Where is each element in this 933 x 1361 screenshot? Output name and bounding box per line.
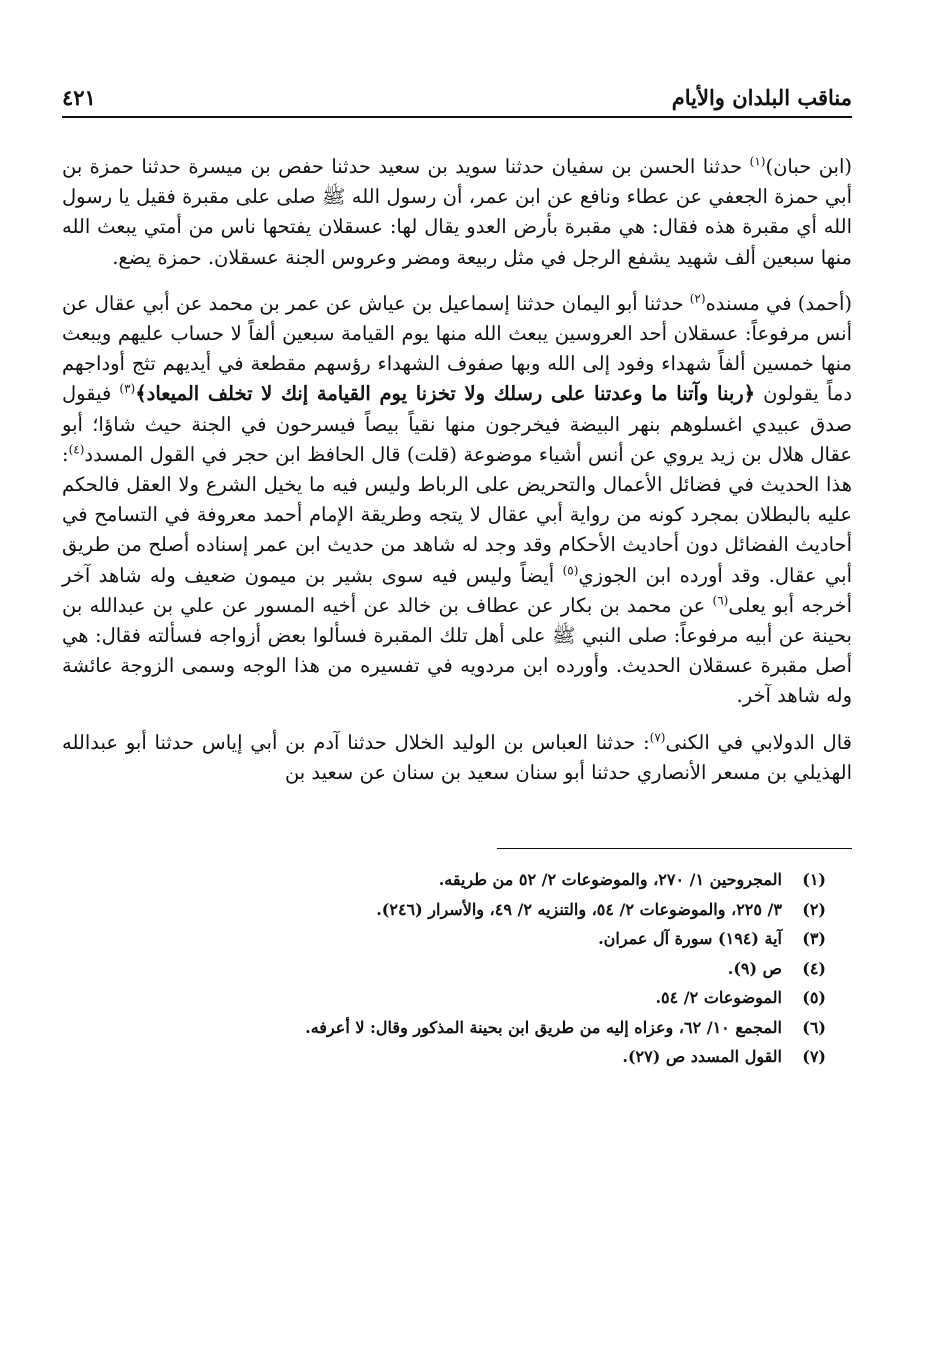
text-segment: حدثنا أبو اليمان حدثنا إسماعيل بن عياش عن عمر بن محمد عن أبي عقال عن أنس مرفوعاً: عسقلان أحد العروسين يبعث الله منها يوم القيامة سبعين ألفاً لا حساب عليهم ويبعث منها خمسين ألفاً شهداء وفود إلى الله وبها صفوف الشهداء رؤسهم مقطعة في أيديهم تثج أوداجهم دماً يقولون — [62, 291, 852, 406]
running-title: مناقب البلدان والأيام — [671, 85, 852, 110]
quran-quote: ﴿ربنا وآتنا ما وعدتنا على رسلك ولا تخزنا يوم القيامة إنك لا تخلف الميعاد﴾ — [135, 382, 756, 406]
footnote-text: الموضوعات ٢/ ٥٤. — [655, 988, 782, 1008]
footnote-number: (١) — [802, 870, 826, 890]
footnote-ref: (٧) — [649, 730, 666, 745]
footnote-number: (٢) — [802, 899, 826, 919]
text-segment: : حدثنا العباس بن الوليد الخلال حدثنا آدم بن أبي إياس حدثنا أبو عبدالله الهذيلي بن مسعر الأنصاري حدثنا أبو سنان سعيد بن سنان عن سعيد بن — [62, 730, 852, 784]
footnote-text: المجمع ١٠/ ٦٢، وعزاه إليه من طريق ابن بحينة المذكور وقال: لا أعرفه. — [305, 1017, 782, 1037]
paragraph — [62, 152, 852, 273]
footnote-text: المجروحين ١/ ٢٧٠، والموضوعات ٢/ ٥٢ من طريقه. — [438, 870, 782, 890]
running-header — [62, 70, 852, 110]
footnote-text: القول المسدد ص (٢٧). — [622, 1047, 782, 1067]
page-number: ٤٢١ — [62, 85, 96, 110]
footnote-number: (٦) — [802, 1017, 826, 1037]
footnote-text: ص (٩). — [727, 958, 782, 978]
footnote-ref: (٤) — [68, 442, 85, 457]
footnote-ref: (١) — [749, 154, 766, 169]
text-segment: (ابن حبان) — [765, 155, 852, 178]
text-segment: قال الدولابي في الكنى — [665, 730, 852, 754]
footnote-separator — [497, 848, 852, 849]
footnote-item — [62, 954, 826, 984]
footnote-item — [62, 983, 826, 1013]
footnote-number: (٤) — [802, 958, 826, 978]
footnotes — [62, 865, 852, 1072]
footnote-number: (٣) — [802, 929, 826, 949]
footnote-item — [62, 865, 826, 895]
text-segment: (أحمد) في مسنده — [705, 291, 852, 315]
footnote-item — [62, 924, 826, 954]
footnote-text: آية (١٩٤) سورة آل عمران. — [598, 929, 782, 949]
footnote-number: (٧) — [802, 1047, 826, 1067]
text-segment: فيقول صدق عبيدي اغسلوهم بنهر البيضة فيخرجون منها نقياً بيصاً فيسرحون في الجنة حيث شاؤا؛ أبو عقال هلال بن زيد يروي عن أنس أشياء موضوعة (قلت) قال الحافظ ابن حجر في القول المسدد — [62, 382, 852, 466]
text-segment: حدثنا الحسن بن سفيان حدثنا سويد بن سعيد حدثنا حفص بن ميسرة حدثنا حمزة بن أبي حمزة الجعفي عن عطاء ونافع عن ابن عمر، أن رسول الله ﷺ صلى على مقبرة فقيل يا رسول الله أي مقبرة هذه فقال: هي مقبرة بأرض العدو يقال لها: عسقلان يفتحها ناس من أمتي يبعث الله منها سبعين ألف شهيد يشفع الرجل في مثل ربيعة ومضر وعروس الجنة عسقلان. حمزة يضع. — [62, 155, 852, 269]
main-text — [62, 152, 852, 788]
footnote-ref: (٥) — [562, 563, 579, 578]
text-segment: أيضاً وليس فيه سوى بشير بن ميمون ضعيف وله شاهد آخر أخرجه أبو يعلى — [62, 563, 852, 617]
footnote-number: (٥) — [802, 988, 826, 1008]
footnote-text: ٣/ ٢٢٥، والموضوعات ٢/ ٥٤، والتنزيه ٢/ ٤٩، والأسرار (٢٤٦). — [376, 899, 782, 919]
paragraph — [62, 289, 852, 712]
book-page — [62, 70, 852, 1330]
text-segment: : هذا الحديث في فضائل الأعمال والتحريض على الرباط وليس فيه ما يخيل الشرع ولا العقل فالحكم عليه بالبطلان بمجرد كونه من رواية أبي عقال لا يتجه وطريقة الإمام أحمد معروفة في التسامح في أحاديث الفضائل دون أحاديث الأحكام وقد وجد له شاهد من حديث ابن عمر إسناده أصلح من طريق أبي عقال. وقد أورده ابن الجوزي — [62, 442, 852, 587]
text-segment: عن محمد بن بكار عن عطاف بن خالد عن أخيه المسور عن علي بن عبدالله بن بحينة عن أبيه مرفوعاً: صلى النبي ﷺ على أهل تلك المقبرة فسألوا بعض أزواجه فسألته فقال: هي أصل مقبرة عسقلان الحديث. وأورده ابن مردويه في تفسيره من هذا الوجه وسمى الزوجة عائشة وله شاهد آخر. — [62, 593, 852, 708]
footnote-ref: (٣) — [119, 381, 136, 396]
footnote-item — [62, 1042, 826, 1072]
footnote-item — [62, 1013, 826, 1043]
paragraph — [62, 728, 852, 788]
header-rule — [62, 116, 852, 118]
footnote-ref: (٢) — [689, 291, 706, 306]
footnote-ref: (٦) — [712, 593, 729, 608]
footnote-item — [62, 895, 826, 925]
